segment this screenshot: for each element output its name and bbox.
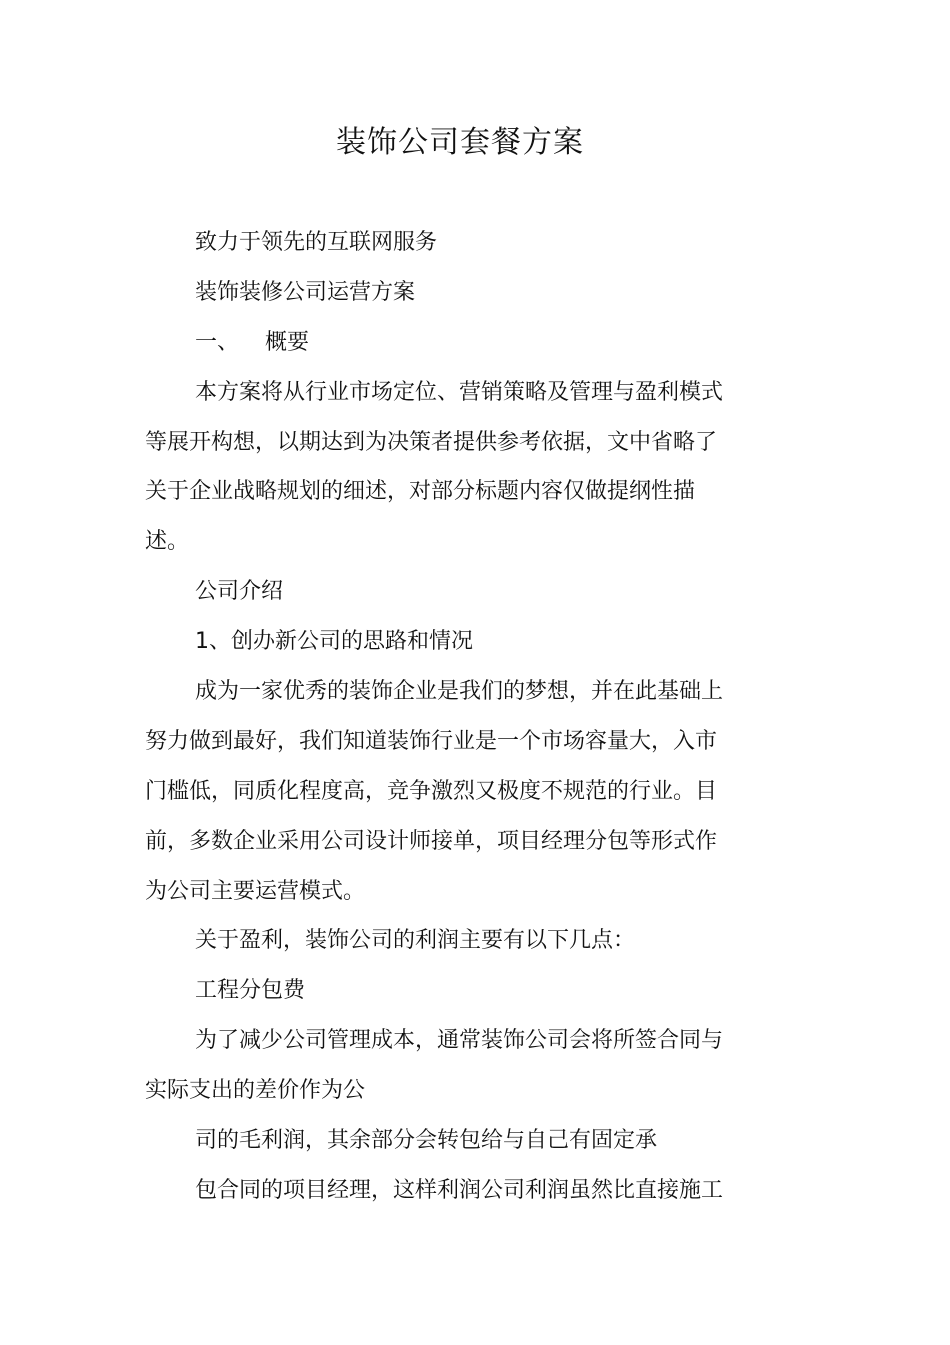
paragraph-line: 关于盈利，装饰公司的利润主要有以下几点： (195, 928, 636, 954)
paragraph-line: 包合同的项目经理，这样利润公司利润虽然比直接施工 (195, 1177, 724, 1203)
paragraph-line: 致力于领先的互联网服务 (195, 230, 438, 255)
paragraph-line: 为了减少公司管理成本，通常装饰公司会将所签合同与 (195, 1028, 724, 1054)
paragraph-line: 前，多数企业采用公司设计师接单，项目经理分包等形式作 (145, 828, 718, 854)
paragraph-line: 等展开构想，以期达到为决策者提供参考依据，文中省略了 (145, 429, 718, 455)
paragraph-line: 为公司主要运营模式。 (145, 878, 366, 904)
paragraph-line: 本方案将从行业市场定位、营销策略及管理与盈利模式 (195, 379, 724, 405)
paragraph-line: 1、创办新公司的思路和情况 (195, 629, 473, 655)
paragraph-line: 述。 (145, 529, 190, 555)
paragraph-line: 工程分包费 (195, 978, 306, 1004)
paragraph-line: 公司介绍 (195, 579, 284, 605)
document-body (145, 218, 755, 1216)
paragraph-line: 关于企业战略规划的细述，对部分标题内容仅做提纲性描 (145, 479, 696, 505)
paragraph-line: 装饰装修公司运营方案 (195, 279, 416, 305)
paragraph-line: 努力做到最好，我们知道装饰行业是一个市场容量大，入市 (145, 728, 718, 754)
paragraph-line: 成为一家优秀的装饰企业是我们的梦想，并在此基础上 (195, 679, 724, 705)
paragraph-line: 司的毛利润，其余部分会转包给与自己有固定承 (195, 1128, 658, 1154)
document-title: 装饰公司套餐方案 (336, 125, 584, 160)
section-number: 一、 (195, 329, 240, 355)
section-heading (145, 318, 755, 368)
section-label: 概要 (265, 329, 310, 355)
paragraph-line: 门槛低，同质化程度高，竞争激烈又极度不规范的行业。目 (145, 778, 718, 804)
paragraph-line: 实际支出的差价作为公 (145, 1078, 366, 1104)
